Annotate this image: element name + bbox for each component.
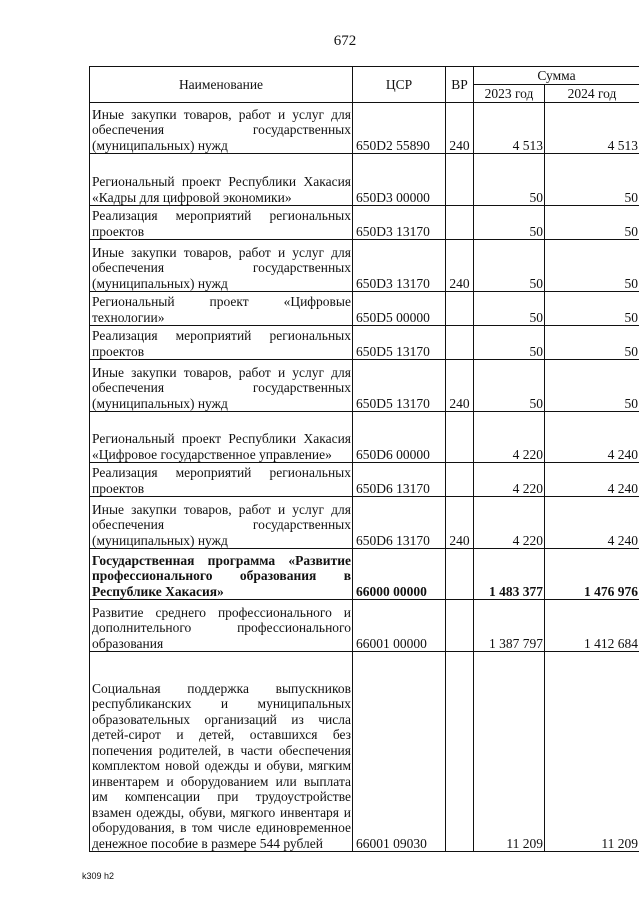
header-vr: ВР	[446, 67, 474, 103]
row-value-2023: 1 483 377	[474, 549, 545, 600]
row-csr: 650D3 00000	[353, 154, 446, 206]
row-value-2024: 50	[545, 326, 639, 360]
header-year-2023: 2023 год	[474, 85, 545, 103]
row-csr: 66000 00000	[353, 549, 446, 600]
row-value-2023: 50	[474, 206, 545, 240]
row-name: Иные закупки товаров, работ и услуг для обеспечения государственных (муниципальных) нужд	[90, 103, 353, 154]
row-value-2023: 4 220	[474, 412, 545, 463]
row-csr: 650D3 13170	[353, 206, 446, 240]
row-value-2024: 1 412 684	[545, 600, 639, 652]
table-row	[90, 326, 639, 360]
table-row	[90, 497, 639, 549]
row-name: Региональный проект Республики Хакасия «Кадры для цифровой экономики»	[90, 154, 353, 206]
row-value-2024: 50	[545, 206, 639, 240]
row-value-2023: 4 220	[474, 497, 545, 549]
budget-table	[89, 66, 639, 852]
page-number: 672	[333, 33, 357, 49]
table-row	[90, 292, 639, 326]
table-row	[90, 206, 639, 240]
row-value-2024: 1 476 976	[545, 549, 639, 600]
table-row	[90, 154, 639, 206]
row-vr	[446, 600, 474, 652]
row-vr	[446, 154, 474, 206]
row-name: Реализация мероприятий региональных проектов	[90, 206, 353, 240]
row-vr: 240	[446, 240, 474, 292]
table-row	[90, 652, 639, 852]
table-row	[90, 600, 639, 652]
row-csr: 650D6 13170	[353, 463, 446, 497]
row-csr: 650D6 13170	[353, 497, 446, 549]
row-name: Иные закупки товаров, работ и услуг для обеспечения государственных (муниципальных) нужд	[90, 497, 353, 549]
row-vr: 240	[446, 103, 474, 154]
row-value-2023: 50	[474, 240, 545, 292]
row-value-2024: 4 240	[545, 412, 639, 463]
row-value-2024: 4 240	[545, 463, 639, 497]
row-vr	[446, 412, 474, 463]
table-row	[90, 549, 639, 600]
row-name: Региональный проект Республики Хакасия «Цифровое государственное управление»	[90, 412, 353, 463]
row-csr: 650D5 13170	[353, 326, 446, 360]
row-vr	[446, 463, 474, 497]
table-row	[90, 240, 639, 292]
table-row	[90, 103, 639, 154]
row-value-2023: 50	[474, 154, 545, 206]
row-name: Иные закупки товаров, работ и услуг для обеспечения государственных (муниципальных) нужд	[90, 240, 353, 292]
table-row	[90, 463, 639, 497]
row-value-2024: 4 240	[545, 497, 639, 549]
header-name: Наименование	[90, 67, 353, 103]
row-name: Иные закупки товаров, работ и услуг для обеспечения государственных (муниципальных) нужд	[90, 360, 353, 412]
row-value-2024: 50	[545, 240, 639, 292]
header-sum: Сумма	[474, 67, 639, 85]
row-value-2023: 4 513	[474, 103, 545, 154]
header-year-2024: 2024 год	[545, 85, 639, 103]
row-vr	[446, 292, 474, 326]
row-name: Реализация мероприятий региональных проектов	[90, 326, 353, 360]
document-code: k309 h2	[82, 871, 115, 881]
row-value-2024: 4 513	[545, 103, 639, 154]
table-row	[90, 360, 639, 412]
row-name: Развитие среднего профессионального и дополнительного профессионального образования	[90, 600, 353, 652]
row-value-2024: 50	[545, 360, 639, 412]
row-csr: 650D6 00000	[353, 412, 446, 463]
row-value-2023: 50	[474, 292, 545, 326]
row-name: Государственная программа «Развитие профессионального образования в Республике Хакасия»	[90, 549, 353, 600]
row-vr: 240	[446, 360, 474, 412]
row-csr: 650D5 13170	[353, 360, 446, 412]
row-csr: 650D5 00000	[353, 292, 446, 326]
row-value-2023: 50	[474, 326, 545, 360]
row-name: Региональный проект «Цифровые технологии»	[90, 292, 353, 326]
header-csr: ЦСР	[353, 67, 446, 103]
row-value-2024: 11 209	[545, 652, 639, 852]
row-value-2024: 50	[545, 154, 639, 206]
row-csr: 66001 09030	[353, 652, 446, 852]
row-vr	[446, 326, 474, 360]
row-value-2024: 50	[545, 292, 639, 326]
row-csr: 650D3 13170	[353, 240, 446, 292]
table-row	[90, 412, 639, 463]
row-value-2023: 50	[474, 360, 545, 412]
row-vr	[446, 652, 474, 852]
row-value-2023: 1 387 797	[474, 600, 545, 652]
row-name: Реализация мероприятий региональных проектов	[90, 463, 353, 497]
row-value-2023: 11 209	[474, 652, 545, 852]
row-vr: 240	[446, 497, 474, 549]
row-value-2023: 4 220	[474, 463, 545, 497]
row-csr: 66001 00000	[353, 600, 446, 652]
row-vr	[446, 549, 474, 600]
row-name: Социальная поддержка выпускников республиканских и муниципальных образовательных организаций из числа детей-сирот и детей, оставшихся без попечения родителей, в части обеспечения комплектом новой одежды и обуви, мягким инвентарем и оборудованием или выплата им компенсации при трудоустройстве взамен одежды, обуви, мягкого инвентаря и оборудования, в том числе единовременное денежное пособие в размере 544 рублей	[90, 652, 353, 852]
row-csr: 650D2 55890	[353, 103, 446, 154]
row-vr	[446, 206, 474, 240]
